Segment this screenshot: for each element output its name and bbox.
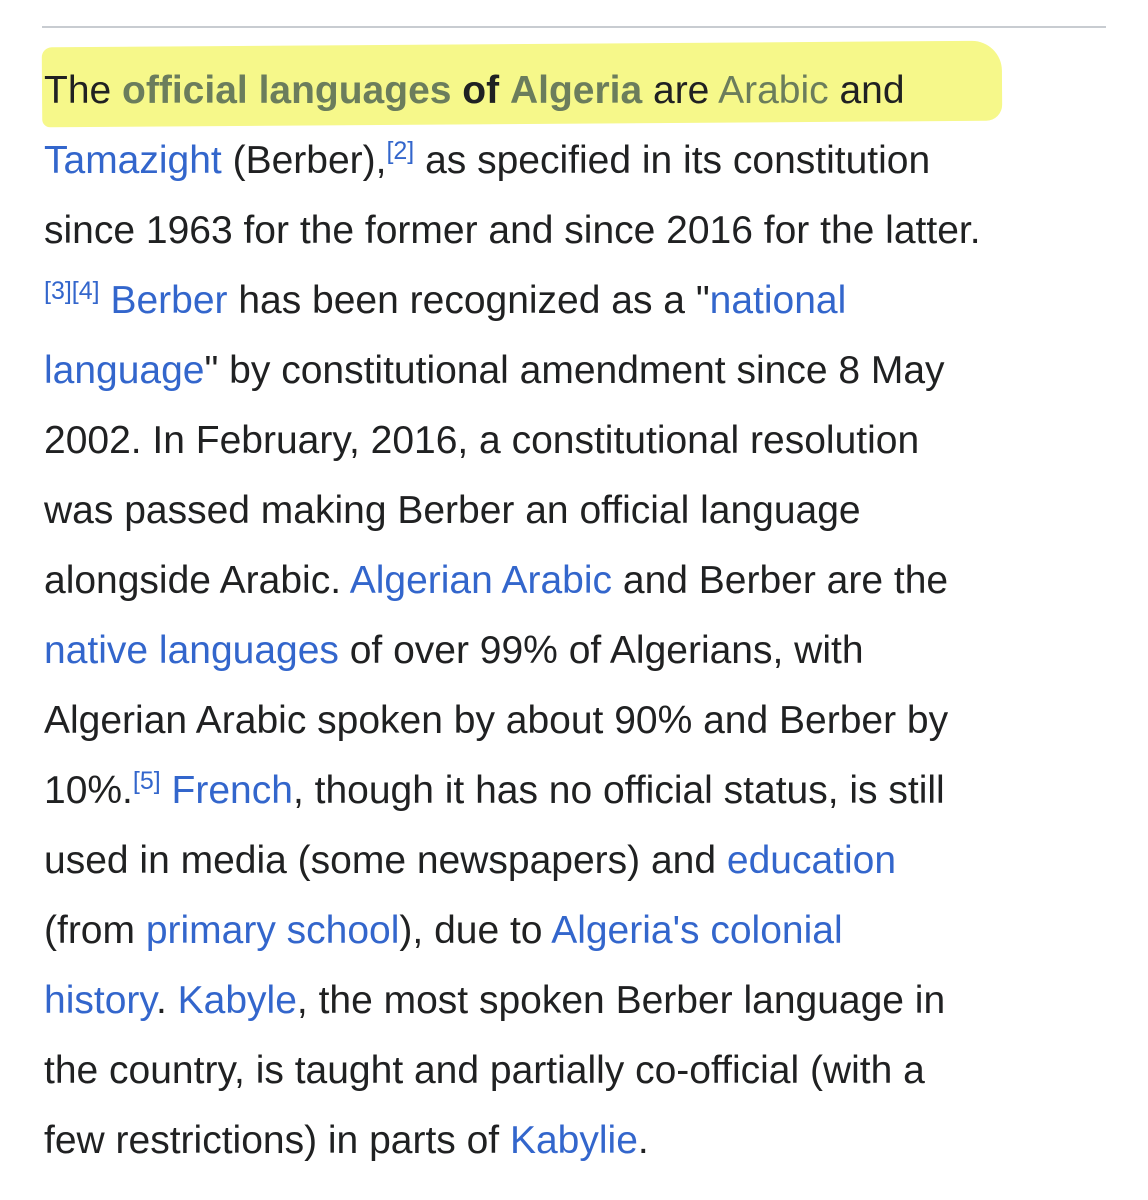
link-national-language-cont[interactable]: language	[44, 349, 205, 392]
text-run: used in media (some newspapers) and	[44, 839, 727, 882]
text-run: " by constitutional amendment since 8 May	[204, 349, 945, 392]
link-algeria[interactable]: Algeria	[509, 69, 643, 112]
link-education[interactable]: education	[726, 839, 897, 882]
text-line	[44, 896, 1116, 966]
text-run: .	[155, 979, 178, 1022]
section-divider	[42, 26, 1106, 28]
text-line	[44, 616, 1116, 686]
text-line	[44, 56, 1116, 126]
text-line	[44, 826, 1116, 896]
link-arabic[interactable]: Arabic	[718, 69, 829, 112]
text-run: Algerian Arabic spoken by about 90% and Berber by	[44, 699, 949, 742]
link-algerian-arabic[interactable]: Algerian Arabic	[349, 559, 613, 602]
text-line	[44, 1106, 1116, 1176]
link-colonial-history[interactable]: Algeria's colonial	[551, 909, 843, 952]
link-primary-school[interactable]: primary school	[145, 909, 400, 952]
text-run: was passed making Berber an official language	[44, 489, 861, 532]
link-french[interactable]: French	[171, 769, 293, 812]
text-run: .	[637, 1119, 649, 1162]
text-run	[100, 279, 111, 322]
text-line	[44, 966, 1116, 1036]
link-national-language[interactable]: national	[709, 279, 847, 322]
text-run: since 1963 for the former and since 2016 for the latter.	[44, 209, 981, 252]
text-run: , though it has no official status, is still	[292, 769, 945, 812]
text-run: 2002. In February, 2016, a constitutional resolution	[44, 419, 920, 462]
reference-2[interactable]: [2]	[386, 137, 415, 165]
text-run: of over 99% of Algerians, with	[338, 629, 864, 672]
bold-text-of: of	[462, 69, 500, 112]
link-kabyle[interactable]: Kabyle	[177, 979, 297, 1022]
article-paragraph	[44, 56, 1116, 1176]
text-line	[44, 126, 1116, 196]
text-run: and Berber are the	[612, 559, 949, 602]
text-run: (from	[44, 909, 146, 952]
text-run: The	[44, 69, 123, 112]
text-run: (Berber),	[221, 139, 387, 182]
link-official-languages[interactable]: official languages	[122, 69, 452, 112]
text-line	[44, 266, 1116, 336]
link-native-languages[interactable]: native languages	[44, 629, 339, 672]
text-line	[44, 196, 1116, 266]
link-tamazight[interactable]: Tamazight	[44, 139, 222, 182]
text-run	[161, 769, 172, 812]
text-run: as specified in its constitution	[414, 139, 931, 182]
text-run: has been recognized as a "	[227, 279, 710, 322]
text-line	[44, 546, 1116, 616]
text-run: alongside Arabic.	[44, 559, 350, 602]
text-line	[44, 756, 1116, 826]
text-line	[44, 406, 1116, 476]
text-run: the country, is taught and partially co-official (with a	[44, 1049, 925, 1092]
text-run: few restrictions) in parts of	[44, 1119, 510, 1162]
link-berber[interactable]: Berber	[110, 279, 228, 322]
text-run: are	[642, 69, 719, 112]
text-run	[451, 69, 462, 112]
reference-5[interactable]: [5]	[132, 767, 161, 795]
text-run	[499, 69, 510, 112]
text-line	[44, 476, 1116, 546]
reference-3[interactable]: [3]	[44, 277, 72, 305]
text-run: , the most spoken Berber language in	[296, 979, 946, 1022]
text-run: 10%.	[44, 769, 133, 812]
reference-4[interactable]: [4]	[71, 277, 100, 305]
text-run: ), due to	[399, 909, 552, 952]
text-line	[44, 686, 1116, 756]
text-line	[44, 336, 1116, 406]
text-line	[44, 1036, 1116, 1106]
link-kabylie[interactable]: Kabylie	[509, 1119, 638, 1162]
text-run: and	[828, 69, 905, 112]
link-colonial-history-cont[interactable]: history	[44, 979, 156, 1022]
